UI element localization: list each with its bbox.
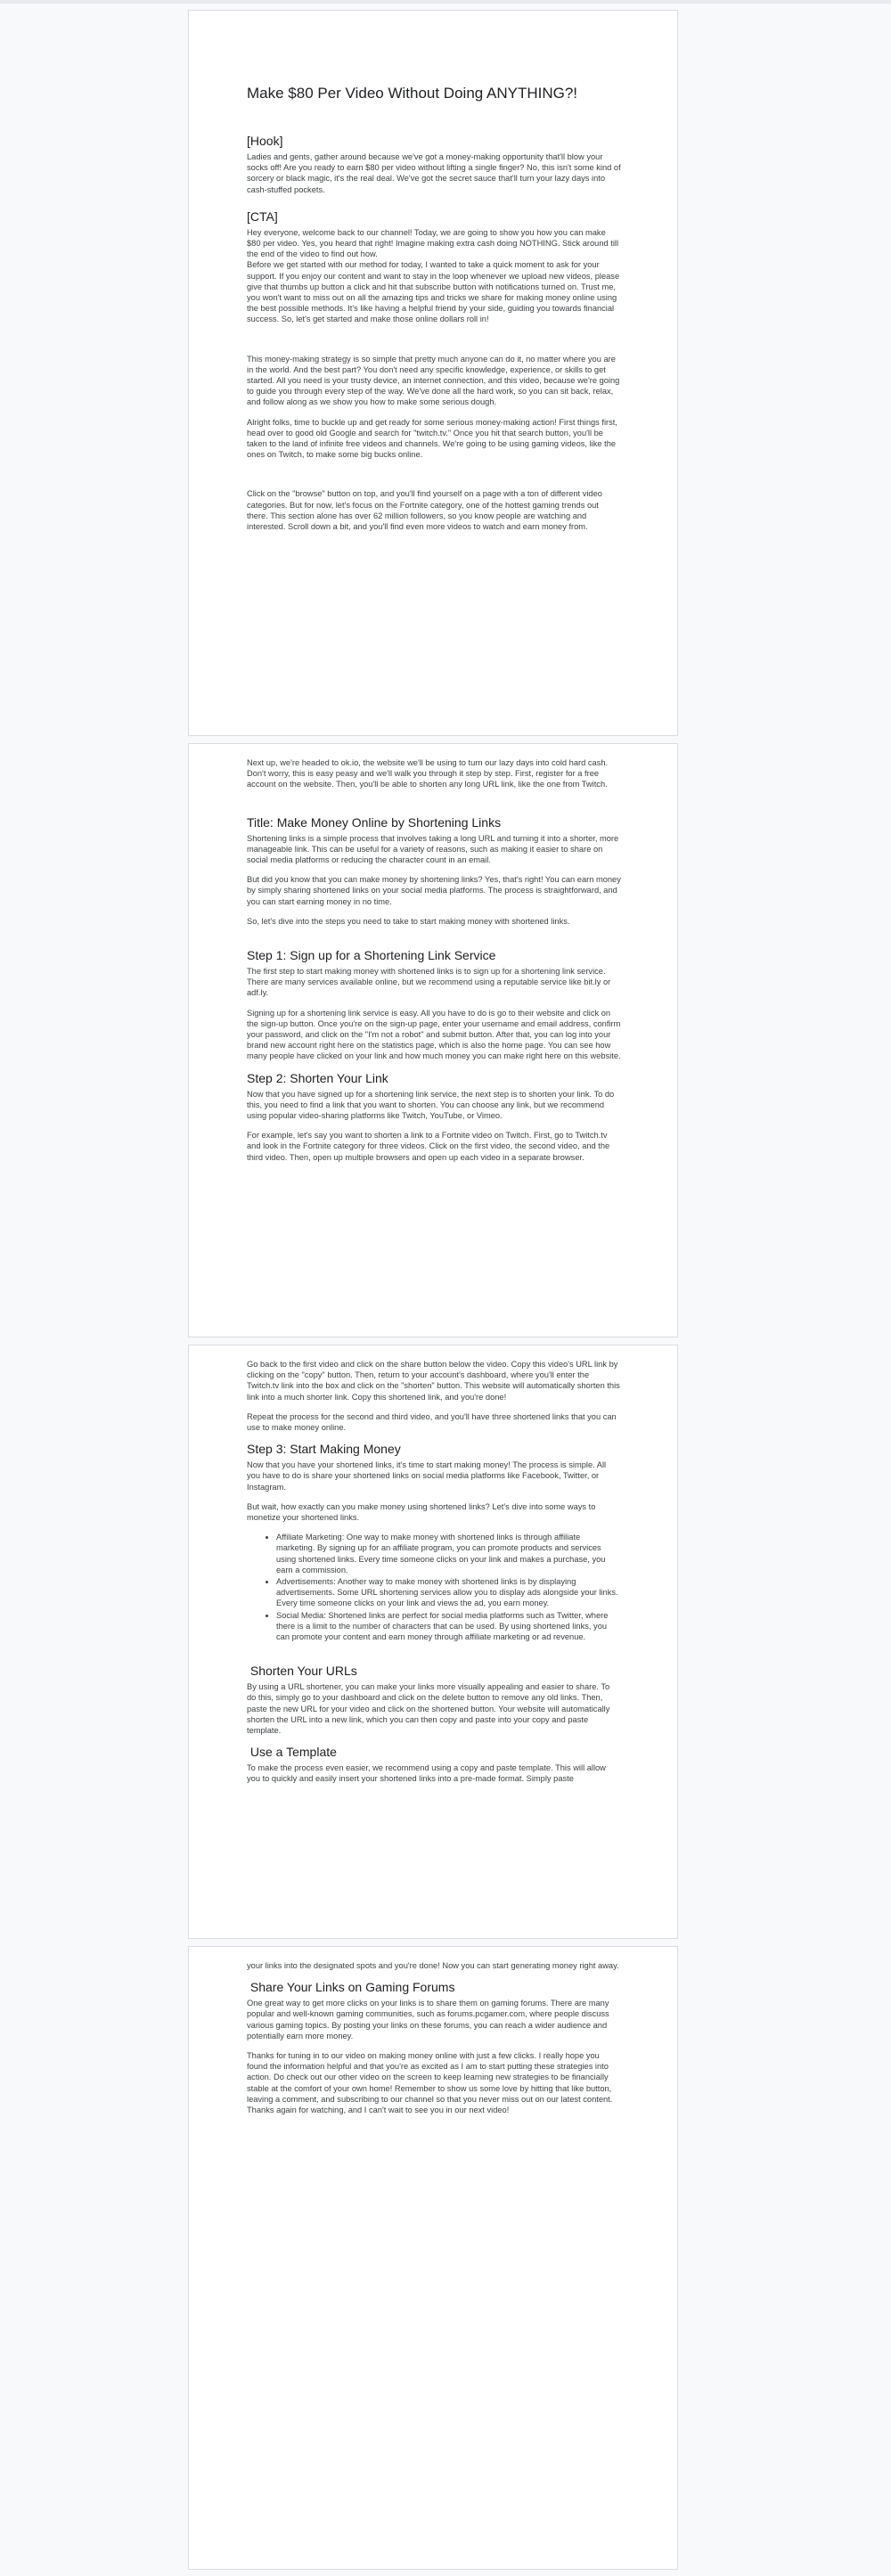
paragraph-step-2b: For example, let's say you want to shorten a link to a Fortnite video on Twitch. First, go to Twitch.tv and look in the Fortnite category for three videos. Click on the first video, the second video, and the third video. Then, open up multiple browsers and open up each video in a separate browser. <box>247 1131 610 1162</box>
document-page-3 <box>188 1345 678 1939</box>
paragraph-template: To make the process even easier, we recommend using a copy and paste template. This will allow you to quickly and easily insert your shortened links into a pre-made format. Simply paste <box>247 1763 606 1784</box>
document-page-2 <box>188 743 678 1337</box>
paragraph-forums: One great way to get more clicks on your links is to share them on gaming forums. There are many popular and well-known gaming communities, such as forums.pcgamer.com, where people discuss various gaming topics. By posting your links on these forums, you can reach a wider audience and potentially earn more money. <box>247 1999 609 2040</box>
paragraph-okio: Next up, we're headed to ok.io, the website we'll be using to turn our lazy days into cold hard cash. Don't worry, this is easy peasy and we'll walk you through it step by step. First, register for a free account on the website. Then, you'll be able to shorten any long URL link, like the one from Twitch. <box>247 758 609 789</box>
cta-paragraph: Hey everyone, welcome back to our channel! Today, we are going to show you how you can make $80 per video. Yes, you heard that right! Imagine making extra cash doing NOTHING. Stick around till the end of the video to find out how. <box>247 227 619 259</box>
document-page-4 <box>188 1946 678 2570</box>
cta-heading: [CTA] <box>247 209 278 224</box>
paragraph-repeat: Repeat the process for the second and third video, and you'll have three shortened links that you can use to make money online. <box>247 1411 617 1433</box>
monetize-list <box>247 1532 621 1642</box>
title-heading: Title: Make Money Online by Shortening Links <box>247 814 502 830</box>
list-item: • Advertisements: Another way to make money with shortened links is by displaying advertisements. Some URL shortening services allow you to display ads alongside your links. Every time someone clicks on your link and views the ad, you earn money. <box>276 1576 621 1609</box>
paragraph-short-1: Shortening links is a simple process that involves taking a long URL and turning it into a shorter, more manageable link. This can be useful for a variety of reasons, such as making it easier to share on social media platforms or reducing the character count in an email. <box>247 833 619 865</box>
paragraph-step-1a: The first step to start making money with shortened links is to sign up for a shortening link service. There are many services available online, but we recommend using a reputable service like bit.ly or adf.ly. <box>247 967 611 998</box>
shorten-urls-heading: Shorten Your URLs <box>247 1664 357 1679</box>
list-item: • Social Media: Shortened links are perfect for social media platforms such as Twitter, where there is a limit to the number of characters that can be used. By using shortened links, you can promote your content and earn money through affiliate marketing or ad revenue. <box>276 1610 621 1643</box>
paragraph-buckle: Alright folks, time to buckle up and get ready for some serious money-making action! First things first, head over to good old Google and search for "twitch.tv." Once you hit that search button, you'll be taken to the land of infinite free videos and channels. We're going to be using gaming videos, like the ones on Twitch, to make some big bucks online. <box>247 417 617 460</box>
paragraph-browse: Click on the "browse" button on top, and you'll find yourself on a page with a ton of different video categories. But for now, let's focus on the Fortnite category, one of the hottest gaming trends out there. This section alone has over 62 million followers, so you know people are watching and interested. Scroll down a bit, and you'll find even more videos to watch and earn money from. <box>247 489 602 532</box>
paragraph-step-3a: Now that you have your shortened links, it's time to start making money! The process is simple. All you have to do is share your shortened links on social media platforms like Facebook, Twitter, or Instagram. <box>247 1460 607 1492</box>
cta-paragraph-2: Before we get started with our method for today, I wanted to take a quick moment to ask for your support. If you enjoy our content and want to stay in the loop whenever we upload new videos, please give that thumbs up button a click and hit that subscribe button with notifications turned on. Trust me, you won't want to miss out on all the amazing tips and tricks we share for making money online using the best possible methods. It's like having a helpful friend by your side, guiding you towards financial success. So, let's get started and make those online dollars roll in! <box>247 260 620 324</box>
step-3-heading: Step 3: Start Making Money <box>247 1442 401 1457</box>
paragraph-step-1b: Signing up for a shortening link service is easy. All you have to do is go to their website and click on the sign-up button. Once you're on the sign-up page, enter your username and email address, confirm your password, and click on the "I'm not a robot" and submit button. After that, you can log into your brand new account right here on the statistics page, which is also the home page. You can see how many people have clicked on your link and how much money you can make right here on this website. <box>247 1008 621 1061</box>
step-1-heading: Step 1: Sign up for a Shortening Link Service <box>247 948 496 963</box>
use-template-heading: Use a Template <box>247 1745 337 1760</box>
paragraph-step-2a: Now that you have signed up for a shortening link service, the next step is to shorten your link. To do this, you need to find a link that you want to shorten. You can choose any link, but we recommend using popular video-sharing platforms like Twitch, YouTube, or Vimeo. <box>247 1089 615 1121</box>
paragraph-step-3b: But wait, how exactly can you make money using shortened links? Let's dive into some ways to monetize your shortened links. <box>247 1501 596 1523</box>
paragraph-short-3: So, let's dive into the steps you need to take to start making money with shortened links. <box>247 916 570 926</box>
paragraph-short-2: But did you know that you can make money by shortening links? Yes, that's right! You can earn money by simply sharing shortened links on your social media platforms. The process is straightforward, and you can start earning money in no time. <box>247 875 621 906</box>
list-item: • Affiliate Marketing: One way to make money with shortened links is through affiliate marketing. By signing up for an affiliate program, you can promote products and services using shortened links. Every time someone clicks on your link and makes a purchase, you earn a commission. <box>276 1532 621 1575</box>
paragraph-simple: This money-making strategy is so simple that pretty much anyone can do it, no matter where you are in the world. And the best part? You don't need any specific knowledge, experience, or skills to get started. All you need is your trusty device, an internet connection, and this video, because we're going to guide you through every step of the way. We've done all the hard work, so you can sit back, relax, and follow along as we show you how to make some serious dough. <box>247 354 620 407</box>
top-bar <box>0 0 891 4</box>
document-page-1 <box>188 10 678 736</box>
paragraph-urls: By using a URL shortener, you can make your links more visually appealing and easier to share. To do this, simply go to your dashboard and click on the delete button to remove any old links. Then, paste the new URL for your video and click on the shortened button. Your website will automatically shorten the URL into a new link, which you can then copy and paste into your copy and paste template. <box>247 1682 610 1736</box>
hook-paragraph: Ladies and gents, gather around because we've got a money-making opportunity that'll blow your socks off! Are you ready to earn $80 per video without lifting a single finger? No, this isn't some kind of sorcery or black magic, it's the real deal. We've got the secret sauce that'll turn your lazy days into cash-stuffed pockets. <box>247 152 621 194</box>
paragraph-thanks: Thanks for tuning in to our video on making money online with just a few clicks. I really hope you found the information helpful and that you're as excited as I am to start putting these strategies into action. Do check out our other video on the screen to keep learning new strategies to be financially stable at the comfort of your own home! Remember to show us some love by hitting that like button, leaving a comment, and subscribing to our channel so that you never miss out on our latest content. Thanks again for watching, and I can't wait to see you in our next video! <box>247 2051 613 2115</box>
step-2-heading: Step 2: Shorten Your Link <box>247 1070 388 1085</box>
gaming-forums-heading: Share Your Links on Gaming Forums <box>247 1980 455 1995</box>
hook-heading: [Hook] <box>247 134 283 148</box>
document-title: Make $80 Per Video Without Doing ANYTHING?! <box>247 85 578 102</box>
paragraph-template-cont: your links into the designated spots and you're done! Now you can start generating money right away. <box>247 1961 619 1970</box>
paragraph-go-back: Go back to the first video and click on the share button below the video. Copy this video's URL link by clicking on the "copy" button. Then, return to your account's dashboard, where you'll enter the Twitch.tv link into the box and click on the "shorten" button. This website will automatically shorten this link into a much shorter link. Copy this shortened link, and you're done! <box>247 1360 620 1402</box>
